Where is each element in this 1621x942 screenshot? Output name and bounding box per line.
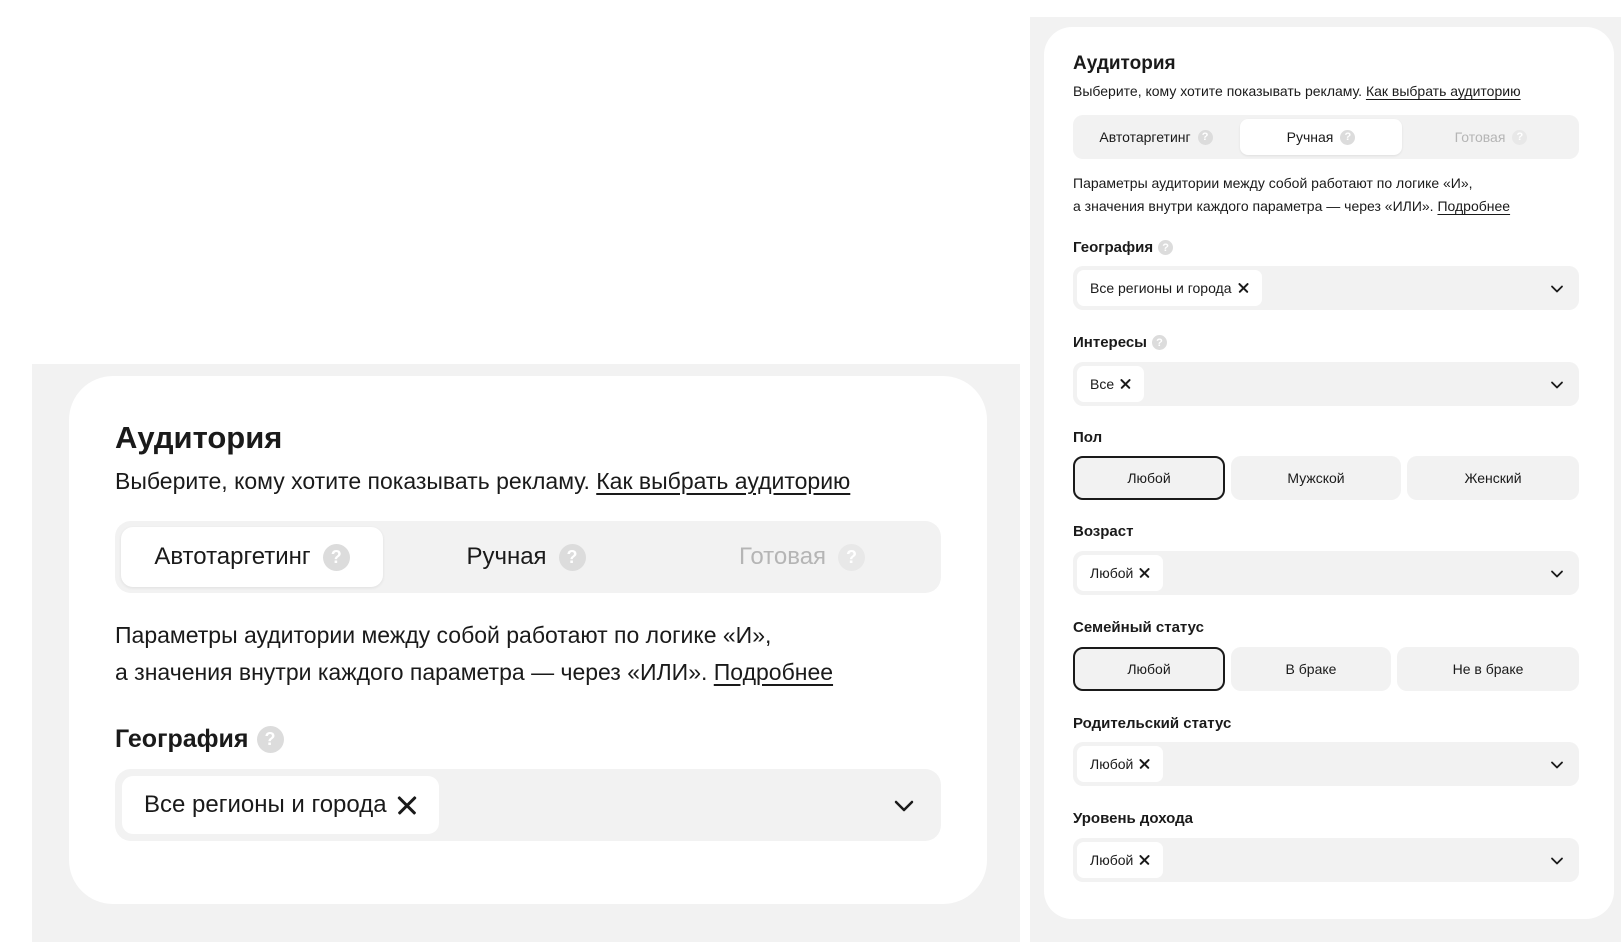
close-icon[interactable]: [1139, 855, 1150, 866]
gender-label: [1073, 429, 1102, 446]
family-option-married[interactable]: В браке: [1231, 647, 1391, 691]
zoom-tab-manual-label: Ручная: [466, 543, 547, 570]
age-label: [1073, 523, 1133, 540]
hint-line2: а значения внутри каждого параметра — через «ИЛИ».: [1073, 198, 1434, 214]
zoom-hint-line2: а значения внутри каждого параметра — через «ИЛИ».: [115, 659, 708, 685]
gender-option-any[interactable]: Любой: [1073, 456, 1225, 500]
close-icon[interactable]: [1238, 283, 1249, 294]
zoom-subtitle-text: Выберите, кому хотите показывать рекламу.: [115, 468, 590, 494]
chevron-down-icon[interactable]: [1550, 854, 1564, 868]
geography-select[interactable]: [1073, 266, 1579, 310]
zoom-tab-manual[interactable]: [391, 527, 661, 587]
audience-mode-tabs: [1073, 115, 1579, 159]
question-icon[interactable]: ?: [323, 544, 350, 571]
interests-select[interactable]: [1073, 362, 1579, 406]
question-icon[interactable]: ?: [1198, 130, 1213, 145]
more-link[interactable]: Подробнее: [1437, 198, 1511, 214]
close-icon[interactable]: [1139, 568, 1150, 579]
gender-option-female[interactable]: Женский: [1407, 456, 1579, 500]
question-icon[interactable]: ?: [559, 544, 586, 571]
tab-ready[interactable]: [1407, 119, 1575, 155]
question-icon[interactable]: ?: [1158, 240, 1173, 255]
logic-hint: [1073, 172, 1510, 218]
income-level-label-text: Уровень дохода: [1073, 810, 1194, 827]
zoom-geography-select[interactable]: [115, 769, 941, 841]
tab-autotargeting-label: Автотаргетинг: [1099, 129, 1191, 145]
chevron-down-icon[interactable]: [1550, 282, 1564, 296]
question-icon[interactable]: ?: [1152, 335, 1167, 350]
question-icon[interactable]: ?: [1340, 130, 1355, 145]
income-level-select[interactable]: [1073, 838, 1579, 882]
chevron-down-icon[interactable]: [1550, 378, 1564, 392]
question-icon[interactable]: ?: [838, 544, 865, 571]
question-icon[interactable]: ?: [257, 726, 284, 753]
zoom-geography-label: [115, 725, 284, 754]
zoom-geography-chip-label: Все регионы и города: [144, 791, 387, 818]
family-status-label: [1073, 619, 1204, 636]
tab-autotargeting[interactable]: [1077, 119, 1235, 155]
zoom-hint-line1: Параметры аудитории между собой работают по логике «И»,: [115, 622, 772, 648]
how-to-choose-link[interactable]: Как выбрать аудиторию: [1365, 83, 1521, 99]
family-option-any[interactable]: Любой: [1073, 647, 1225, 691]
parental-status-chip: [1077, 746, 1163, 782]
income-level-chip-label: Любой: [1090, 852, 1134, 868]
geography-chip: [1077, 270, 1262, 306]
zoom-tab-autotargeting-label: Автотаргетинг: [154, 543, 311, 570]
zoom-geography-chip: [122, 776, 439, 834]
close-icon[interactable]: [1120, 379, 1131, 390]
age-select[interactable]: [1073, 551, 1579, 595]
interests-chip-label: Все: [1090, 376, 1115, 392]
income-level-chip: [1077, 842, 1163, 878]
geography-label: [1073, 239, 1173, 256]
chevron-down-icon[interactable]: [893, 795, 915, 817]
income-level-label: [1073, 810, 1193, 827]
age-label-text: Возраст: [1073, 523, 1134, 540]
hint-line1: Параметры аудитории между собой работают по логике «И»,: [1073, 175, 1473, 191]
age-chip: [1077, 555, 1163, 591]
geography-label-text: География: [1073, 239, 1154, 256]
parental-status-label-text: Родительский статус: [1073, 715, 1232, 732]
gender-option-male[interactable]: Мужской: [1231, 456, 1401, 500]
question-icon[interactable]: ?: [1512, 130, 1527, 145]
audience-subtitle: [1073, 83, 1521, 99]
zoom-tab-autotargeting[interactable]: [121, 527, 383, 587]
tab-manual-label: Ручная: [1286, 129, 1334, 145]
zoom-audience-mode-tabs: [115, 521, 941, 593]
chevron-down-icon[interactable]: [1550, 567, 1564, 581]
interests-label-text: Интересы: [1073, 334, 1147, 351]
parental-status-chip-label: Любой: [1090, 756, 1134, 772]
close-icon[interactable]: [1139, 759, 1150, 770]
zoom-tab-ready-label: Готовая: [738, 543, 827, 570]
parental-status-label: [1073, 715, 1231, 732]
family-option-not-married[interactable]: Не в браке: [1397, 647, 1579, 691]
zoom-more-link[interactable]: Подробнее: [713, 659, 834, 685]
zoom-audience-subtitle: [115, 468, 850, 495]
subtitle-text: Выберите, кому хотите показывать рекламу.: [1073, 83, 1363, 99]
zoom-audience-title: Аудитория: [115, 420, 283, 455]
zoom-tab-ready[interactable]: [669, 527, 935, 587]
tab-ready-label: Готовая: [1454, 129, 1506, 145]
gender-label-text: Пол: [1073, 429, 1103, 446]
family-status-label-text: Семейный статус: [1073, 619, 1204, 636]
geography-chip-label: Все регионы и города: [1090, 280, 1232, 296]
chevron-down-icon[interactable]: [1550, 758, 1564, 772]
interests-chip: [1077, 366, 1144, 402]
audience-title: Аудитория: [1073, 53, 1176, 74]
zoom-how-to-choose-link[interactable]: Как выбрать аудиторию: [596, 468, 851, 494]
close-icon[interactable]: [397, 795, 417, 815]
zoom-geography-label-text: География: [115, 725, 249, 753]
zoom-logic-hint: [115, 617, 833, 691]
age-chip-label: Любой: [1090, 565, 1134, 581]
tab-manual[interactable]: [1240, 119, 1402, 155]
interests-label: [1073, 334, 1167, 351]
parental-status-select[interactable]: [1073, 742, 1579, 786]
